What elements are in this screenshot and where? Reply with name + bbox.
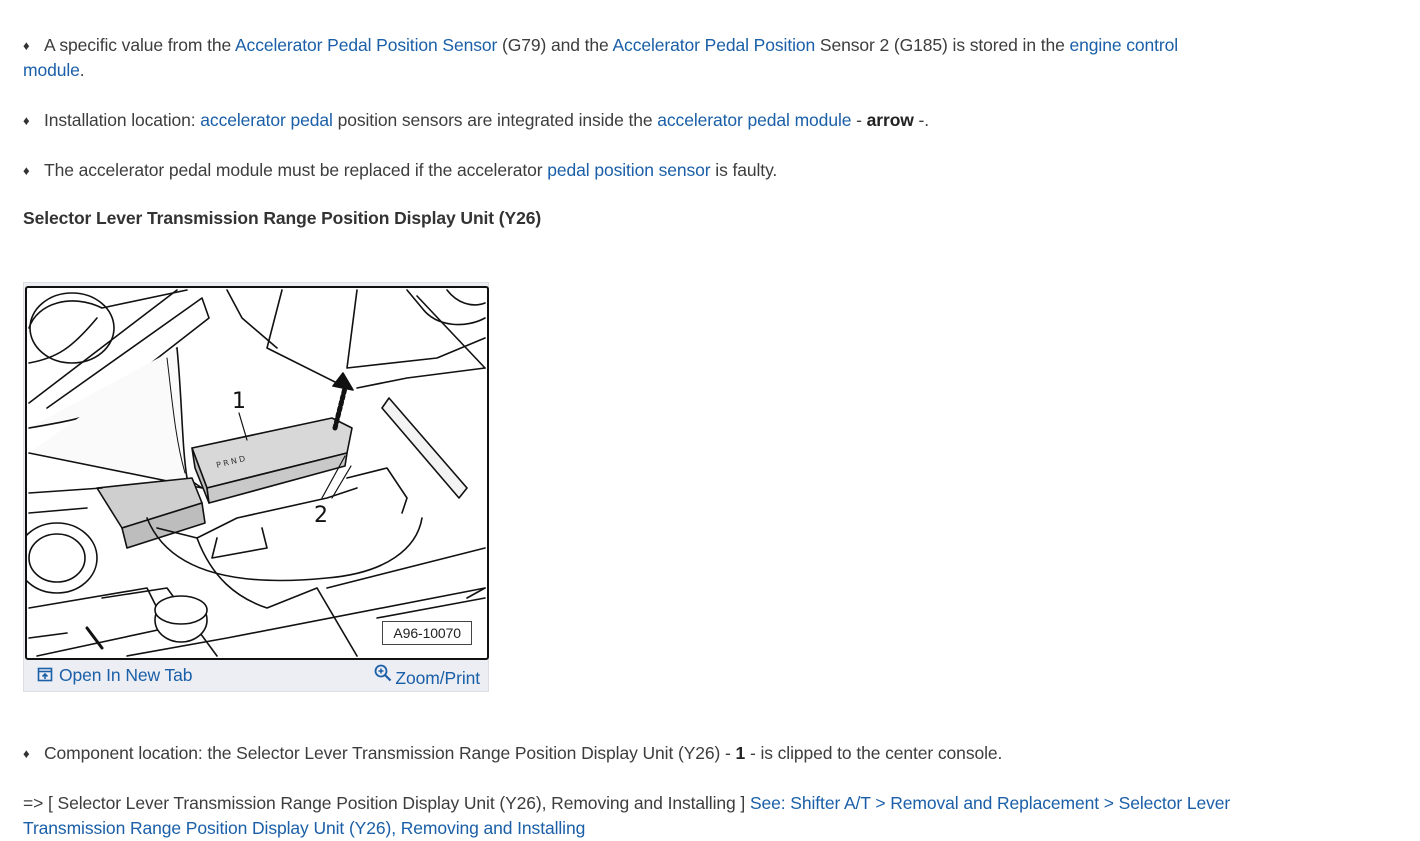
link-accelerator-pedal-module[interactable]: accelerator pedal module bbox=[657, 110, 852, 130]
figure-caption: A96-10070 bbox=[382, 621, 472, 645]
bullet-icon: ♦ bbox=[23, 38, 30, 53]
link-see-removal-installing[interactable]: See: Shifter A/T > Removal and Replacement > Selector Lever Transmission Range Position Display Unit (Y26), Removing and Installing bbox=[23, 793, 1231, 838]
zoom-in-icon bbox=[374, 664, 392, 687]
text: - is clipped to the center console. bbox=[745, 743, 1003, 763]
svg-text:P R N D: P R N D bbox=[215, 454, 247, 470]
selector-lever-illustration bbox=[27, 288, 487, 658]
open-in-new-tab-label: Open In New Tab bbox=[59, 665, 193, 685]
figure-label-1: 1 bbox=[232, 389, 246, 414]
text: . bbox=[79, 60, 85, 80]
text: The accelerator pedal module must be replaced if the accelerator bbox=[44, 160, 548, 180]
text: A specific value from the bbox=[44, 35, 235, 55]
link-engine-control-module[interactable]: engine control module bbox=[23, 35, 1179, 80]
figure-toolbar bbox=[24, 660, 488, 690]
bullet-item-stored-value bbox=[23, 33, 1223, 83]
link-accelerator-pedal[interactable]: accelerator pedal bbox=[200, 110, 333, 130]
text: Component location: the Selector Lever Transmission Range Position Display Unit (Y26) - bbox=[44, 743, 736, 763]
text: Installation location: bbox=[44, 110, 201, 130]
see-reference bbox=[23, 791, 1253, 841]
bold-item-number: 1 bbox=[735, 743, 746, 763]
text: - bbox=[851, 110, 867, 130]
text: Sensor 2 (G185) is stored in the bbox=[815, 35, 1070, 55]
link-accelerator-pedal-position-sensor[interactable]: Accelerator Pedal Position Sensor bbox=[234, 35, 498, 55]
section-heading: Selector Lever Transmission Range Position Display Unit (Y26) bbox=[23, 208, 542, 228]
text: is faulty. bbox=[710, 160, 778, 180]
link-pedal-position-sensor[interactable]: pedal position sensor bbox=[547, 160, 711, 180]
bullet-item-replacement bbox=[23, 158, 1223, 183]
text: -. bbox=[913, 110, 930, 130]
bullet-item-component-location bbox=[23, 741, 1223, 766]
open-in-new-tab-button[interactable] bbox=[37, 664, 192, 688]
figure-label-2: 2 bbox=[314, 503, 328, 528]
text: (G79) and the bbox=[497, 35, 613, 55]
see-prefix: => [ Selector Lever Transmission Range Position Display Unit (Y26), Removing and Installing ] bbox=[23, 793, 750, 813]
figure-container bbox=[23, 282, 489, 692]
open-in-new-tab-icon bbox=[37, 666, 53, 688]
zoom-print-button[interactable] bbox=[374, 664, 480, 689]
bullet-icon: ♦ bbox=[23, 746, 30, 761]
figure-image[interactable] bbox=[25, 286, 489, 660]
text: position sensors are integrated inside the bbox=[332, 110, 658, 130]
bullet-icon: ♦ bbox=[23, 163, 30, 178]
bullet-icon: ♦ bbox=[23, 113, 30, 128]
link-accelerator-pedal-position[interactable]: Accelerator Pedal Position bbox=[612, 35, 816, 55]
bullet-item-installation-location bbox=[23, 108, 1223, 133]
bold-arrow: arrow bbox=[866, 110, 914, 130]
zoom-print-label: Zoom/Print bbox=[395, 668, 480, 688]
